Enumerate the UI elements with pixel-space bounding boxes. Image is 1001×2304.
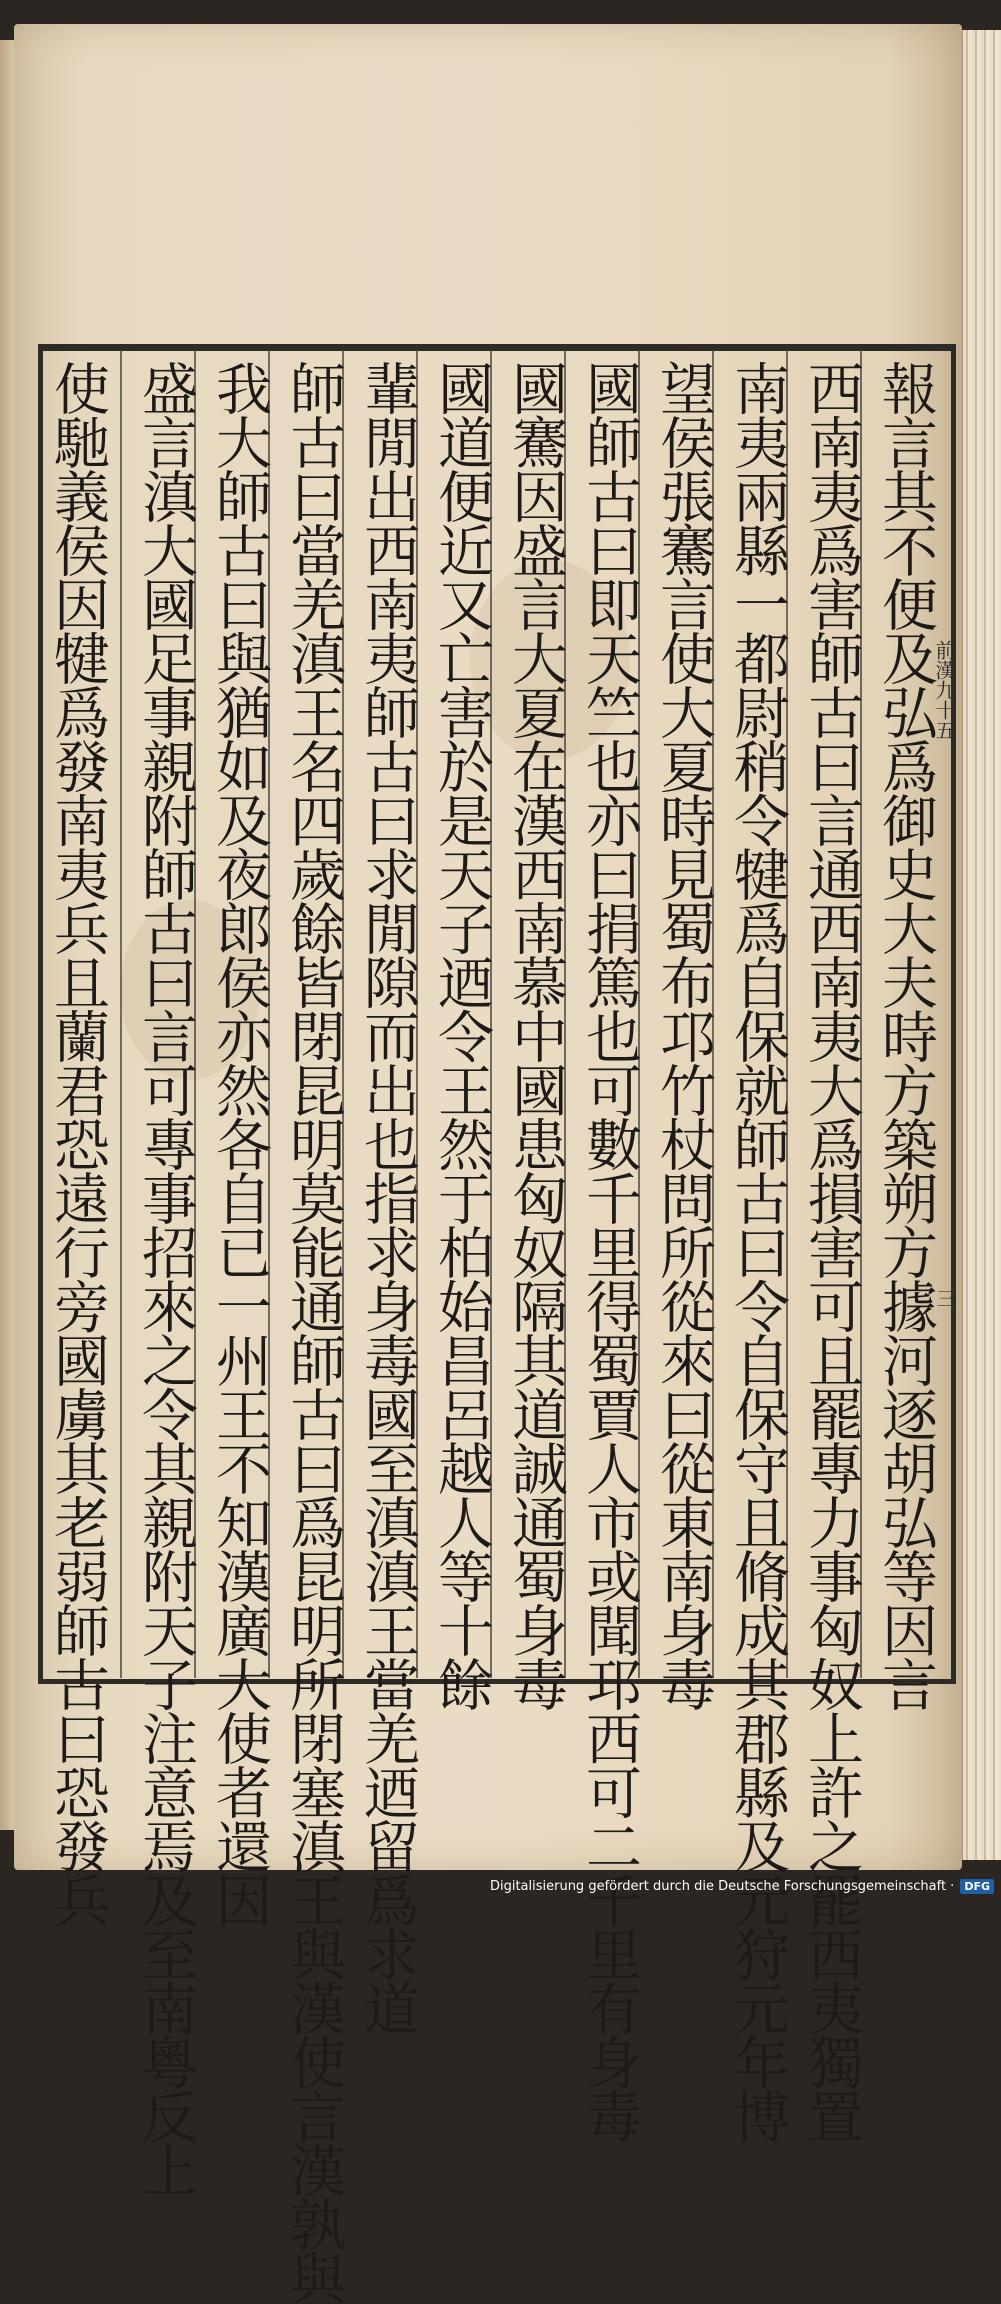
text-column-10: 我大師古曰與猶如及夜郎侯亦然各自已一州王不知漢廣大使者還因: [207, 360, 272, 1926]
text-column-6: 國騫因盛言大夏在漢西南慕中國患匈奴隔其道誠通蜀身毒: [503, 360, 568, 1710]
text-column-1: 報言其不便及弘爲御史大夫時方築朔方據河逐胡弘等因言: [873, 360, 938, 1710]
text-column-9: 師古曰當羌滇王名四歲餘皆閉昆明莫能通師古曰爲昆明所閉塞滇王與漢使言漢孰與: [281, 360, 346, 2304]
dfg-logo: DFG: [960, 1879, 994, 1894]
running-header: 前漢九十五: [932, 640, 956, 740]
page-stack-edge: [962, 30, 1001, 1860]
text-column-5: 國師古曰即天竺也亦曰捐篤也可數千里得蜀賈人市或聞邛西可二千里有身毒: [577, 360, 642, 2142]
page-number: 三: [933, 1288, 957, 1308]
text-column-4: 望侯張騫言使大夏時見蜀布邛竹杖問所從來曰從東南身毒: [651, 360, 716, 1710]
text-column-11: 盛言滇大國足事親附師古曰言可專事招來之令其親附天子注意焉及至南粵反上: [133, 360, 198, 2196]
text-column-12: 使馳義侯因犍爲發南夷兵且蘭君恐遠行旁國虜其老弱師古曰恐發兵: [45, 360, 110, 1926]
footer-text: Digitalisierung gefördert durch die Deutsche Forschungsgemeinschaft ·: [489, 1878, 955, 1894]
text-column-3: 南夷兩縣一都尉稍令犍爲自保就師古曰令自保守且脩成其郡縣及元狩元年博: [725, 360, 790, 2142]
text-column-7: 國道便近又亡害於是天子迺令王然于柏始昌呂越人等十餘: [429, 360, 494, 1710]
text-column-8: 輩閒出西南夷師古曰求閒隙而出也指求身毒國至滇滇王當羌迺留爲求道: [355, 360, 420, 2034]
page-left-edge: [0, 40, 14, 1830]
column-rule: [120, 350, 122, 1678]
text-column-2: 西南夷爲害師古曰言通西南夷大爲損害可且罷專力事匈奴上許之罷西夷獨置: [799, 360, 864, 2142]
digitization-footer: [490, 1875, 994, 1897]
